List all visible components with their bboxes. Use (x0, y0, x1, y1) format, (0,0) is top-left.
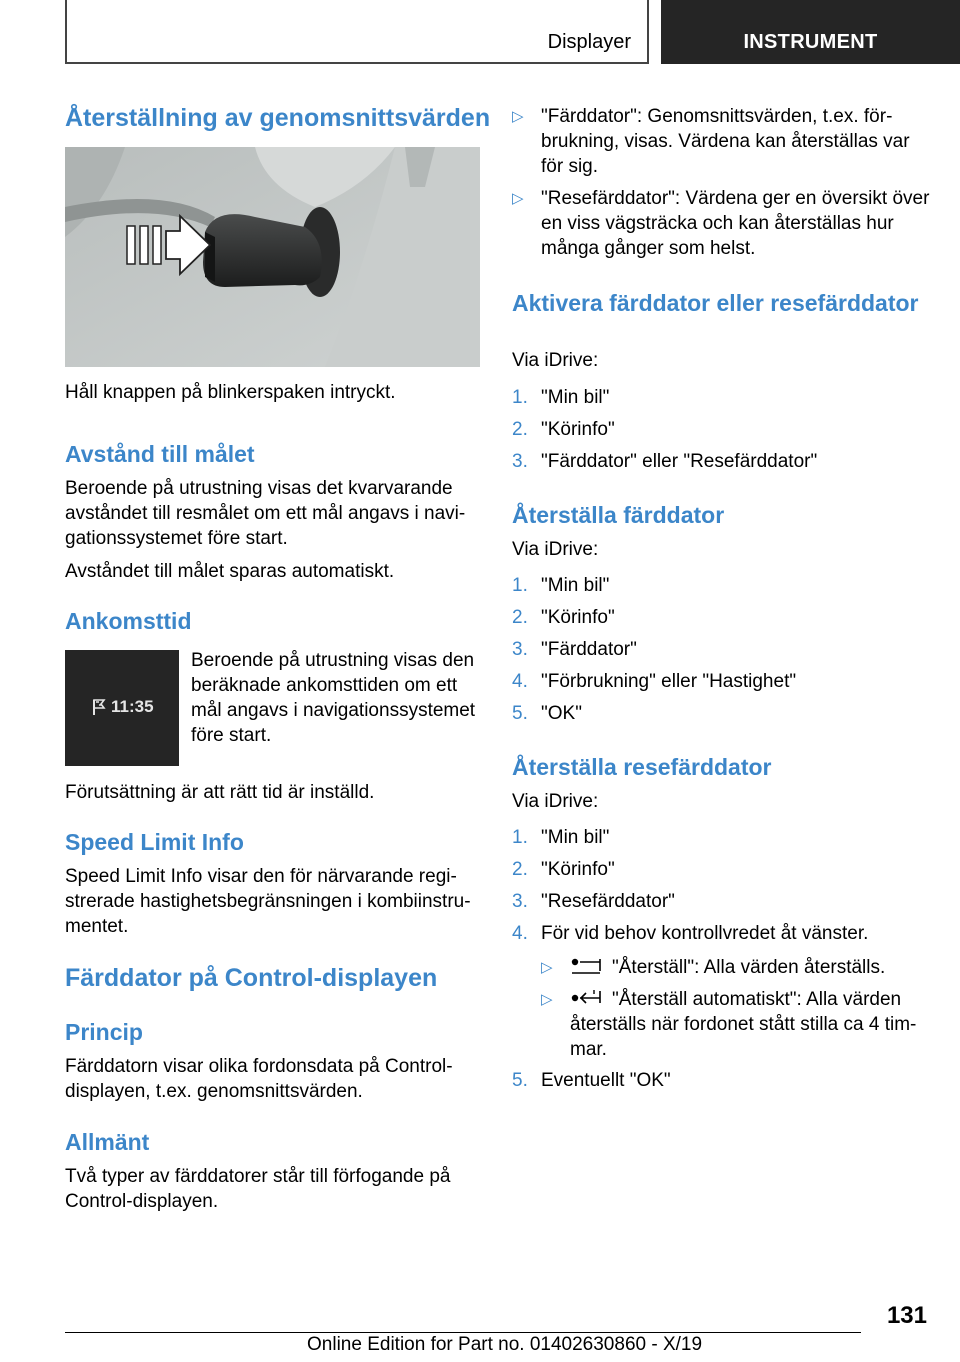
step-text: "Min bil" (541, 387, 610, 408)
list-item (512, 419, 937, 451)
step-number: 4. (512, 671, 528, 692)
step-number: 3. (512, 639, 528, 660)
sub-bullet-reset (541, 955, 937, 985)
list-item (512, 827, 937, 859)
list-item (512, 703, 937, 735)
step-number: 2. (512, 419, 528, 440)
step-text: "Körinfo" (541, 859, 615, 880)
triangle-right-icon: ▷ (512, 108, 524, 125)
heading-speed-limit: Speed Limit Info (65, 829, 244, 855)
arrival-requirement: Förutsättning är att rätt tid är inställd. (65, 782, 375, 803)
list-item (512, 1070, 937, 1102)
step-number: 5. (512, 703, 528, 724)
step-text: "Resefärddator" (541, 891, 675, 912)
step-number: 1. (512, 575, 528, 596)
heading-general: Allmänt (65, 1129, 150, 1155)
heading-trip-computer: Färddator på Control-displayen (65, 964, 438, 992)
heading-activate: Aktivera färddator eller resefärddator (512, 290, 919, 316)
list-item (512, 575, 937, 607)
bullet-text: "Färddator": Genomsnittsvärden, t.ex. förbrukning, visas. Värdena kan återställas var för sig. (541, 106, 910, 177)
image-caption: Håll knappen på blinkerspaken intryckt. (65, 382, 396, 403)
step-number: 1. (512, 387, 528, 408)
section-title: Displayer (547, 31, 631, 53)
step-text: Eventuellt "OK" (541, 1070, 671, 1091)
step-number: 3. (512, 891, 528, 912)
step-text: "Färddator" eller "Resefärddator" (541, 451, 818, 472)
general-paragraph: Två typer av färddatorer står till förfogande på Control-displayen. (65, 1166, 451, 1212)
list-item (512, 671, 937, 703)
reset-icon (570, 957, 604, 977)
list-item (512, 607, 937, 639)
step-text: "Körinfo" (541, 419, 615, 440)
list-item (512, 639, 937, 671)
footer-edition[interactable]: Online Edition for Part no. 01402630860 - X/19 (307, 1334, 703, 1355)
step-text: "Förbrukning" eller "Hastighet" (541, 671, 797, 692)
triangle-right-icon: ▷ (541, 959, 553, 976)
heading-reset-trip: Återställa färddator (512, 502, 725, 528)
step-text: "Färddator" (541, 639, 637, 660)
step-text: "Körinfo" (541, 607, 615, 628)
heading-principle: Princip (65, 1019, 143, 1045)
reset-auto-icon (570, 989, 604, 1009)
step-number: 2. (512, 859, 528, 880)
arrival-display (65, 650, 179, 766)
bullet-trip-computer (512, 104, 937, 184)
bullet-text: "Resefärddator": Värdena ger en översikt över en viss vägsträcka och kan återställas hur många gånger som helst. (541, 188, 930, 259)
sub-bullet-text: "Återställ automatiskt": Alla värden (612, 989, 902, 1010)
step-text: "OK" (541, 703, 582, 724)
triangle-right-icon: ▷ (541, 991, 553, 1008)
step-text: "Min bil" (541, 575, 610, 596)
triangle-right-icon: ▷ (512, 190, 524, 207)
heading-arrival: Ankomsttid (65, 608, 192, 634)
sub-bullet-text: "Återställ": Alla värden återställs. (612, 957, 886, 978)
photo-stalk-button (65, 147, 480, 367)
speed-paragraph: Speed Limit Info visar den för närvarande registrerade hastighetsbegränsningen i kombiinstrumentet. (65, 866, 471, 937)
principle-paragraph: Färddatorn visar olika fordonsdata på Control-displayen, t.ex. genomsnittsvärden. (65, 1056, 453, 1102)
distance-paragraph: Beroende på utrustning visas det kvarvarande avståndet till resmålet om ett mål angavs i navigationssystemet före start. (65, 478, 466, 549)
step-number: 3. (512, 451, 528, 472)
heading-reset-averages: Återställning av genomsnittsvärden (65, 104, 491, 132)
arrival-time: 11:35 (111, 697, 154, 716)
step-number: 1. (512, 827, 528, 848)
bullet-travel-computer (512, 186, 937, 266)
footer-divider (65, 1332, 861, 1333)
list-item (512, 923, 937, 955)
heading-reset-travel: Återställa resefärddator (512, 754, 772, 780)
list-item (512, 859, 937, 891)
travel-via: Via iDrive: (512, 791, 599, 812)
sub-bullet-text-cont: återställs när fordonet stått stilla ca 4 timmar. (570, 1014, 917, 1060)
navigation-flag-icon (91, 698, 107, 716)
reset-via: Via iDrive: (512, 539, 599, 560)
step-text: "Min bil" (541, 827, 610, 848)
step-number: 5. (512, 1070, 528, 1091)
sub-bullet-reset-auto (541, 987, 937, 1067)
page-number: 131 (886, 1302, 927, 1329)
step-text: För vid behov kontrollvredet åt vänster. (541, 923, 869, 944)
step-number: 2. (512, 607, 528, 628)
list-item (512, 451, 937, 483)
arrival-paragraph: Beroende på utrustning visas den beräknade ankomsttiden om ett mål angavs i navigationssystemet före start. (191, 650, 476, 746)
heading-distance: Avstånd till målet (65, 441, 255, 467)
list-item (512, 387, 937, 419)
header-frame (65, 0, 649, 64)
chapter-tab[interactable]: INSTRUMENT (661, 0, 960, 64)
list-item (512, 891, 937, 923)
activate-via: Via iDrive: (512, 350, 599, 371)
distance-saved: Avståndet till målet sparas automatiskt. (65, 561, 395, 582)
step-number: 4. (512, 923, 528, 944)
